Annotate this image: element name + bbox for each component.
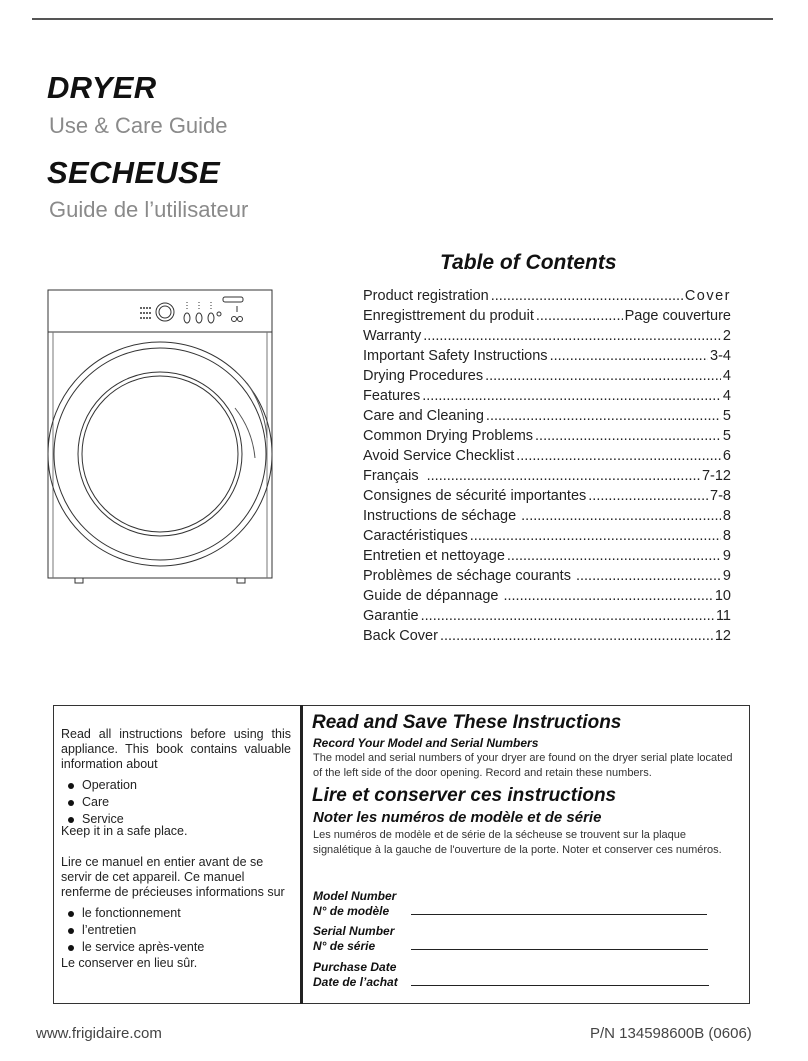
model-number-field[interactable]	[411, 914, 707, 915]
list-item: le service après-vente	[61, 939, 291, 956]
toc-item[interactable]: Instructions de séchage ..... 8	[363, 508, 731, 528]
list-item: le fonctionnement	[61, 905, 291, 922]
toc-item[interactable]: Guide de dépannage ..... 10	[363, 588, 731, 608]
subheading-noter-numeros: Noter les numéros de modèle et de série	[313, 809, 602, 826]
keep-notice-french: Le conserver en lieu sûr.	[61, 956, 198, 970]
subheading-record-numbers: Record Your Model and Serial Numbers	[313, 736, 539, 750]
website-link[interactable]: www.frigidaire.com	[36, 1025, 162, 1042]
toc-item[interactable]: Common Drying Problems ..... 5	[363, 428, 731, 448]
toc-item[interactable]: Back Cover ..... 12	[363, 628, 731, 648]
list-item: Service	[61, 811, 291, 828]
title-english: DRYER	[47, 70, 157, 105]
toc-item[interactable]: Problèmes de séchage courants ..... 9	[363, 568, 731, 588]
toc-item[interactable]: Care and Cleaning ..... 5	[363, 408, 731, 428]
paragraph-serial-plate-en: The model and serial numbers of your dryer are found on the dryer serial plate located of the left side of the door opening. Record and retain these numbers.	[313, 752, 733, 779]
list-item: Care	[61, 794, 291, 811]
notice-english: Read all instructions before using this appliance. This book contains valuable information about	[61, 727, 291, 771]
toc-item[interactable]: Entretien et nettoyage ..... 9	[363, 548, 731, 568]
toc-item[interactable]: Enregisttrement du produit ..... Page couverture	[363, 308, 731, 328]
toc-item[interactable]: Consignes de sécurité importantes ..... 7-8	[363, 488, 731, 508]
toc-item[interactable]: Warranty ..... 2	[363, 328, 731, 348]
dryer-illustration	[47, 288, 275, 586]
toc-item[interactable]: Features ..... 4	[363, 388, 731, 408]
top-rule	[32, 18, 773, 20]
toc-item[interactable]: Drying Procedures ..... 4	[363, 368, 731, 388]
reading-notice	[61, 727, 291, 971]
toc-item[interactable]: Product registration ..... Cover	[363, 288, 731, 308]
table-of-contents	[363, 288, 731, 648]
toc-item[interactable]: Avoid Service Checklist ..... 6	[363, 448, 731, 468]
bullet-list-english	[61, 777, 291, 828]
subtitle-english: Use & Care Guide	[49, 113, 228, 138]
toc-item[interactable]: Caractéristiques ..... 8	[363, 528, 731, 548]
toc-item[interactable]: Important Safety Instructions ..... 3-4	[363, 348, 731, 368]
notice-french: Lire ce manuel en entier avant de se servir de cet appareil. Ce manuel renferme de précieuses informations sur	[61, 855, 285, 899]
bullet-list-french	[61, 905, 291, 956]
list-item: l’entretien	[61, 922, 291, 939]
toc-item[interactable]: Garantie ..... 11	[363, 608, 731, 628]
paragraph-serial-plate-fr: Les numéros de modèle et de série de la sécheuse se trouvent sur la plaque signalétique à la gauche de l'ouverture de la porte. Noter et conserver ces numéros.	[313, 829, 722, 856]
title-french: SECHEUSE	[47, 155, 220, 190]
keep-notice-english: Keep it in a safe place.	[61, 824, 188, 838]
purchase-date-field[interactable]	[411, 985, 709, 986]
purchase-date-label: Purchase Date Date de l’achat	[313, 960, 398, 989]
subtitle-french: Guide de l’utilisateur	[49, 197, 249, 222]
part-number: P/N 134598600B (0606)	[590, 1025, 752, 1042]
heading-lire-conserver: Lire et conserver ces instructions	[312, 785, 617, 806]
serial-number-field[interactable]	[411, 949, 708, 950]
toc-title: Table of Contents	[440, 251, 617, 274]
toc-item[interactable]: Français ..... 7-12	[363, 468, 731, 488]
serial-number-label: Serial Number N° de série	[313, 924, 395, 953]
info-box-divider	[300, 705, 303, 1004]
heading-read-save: Read and Save These Instructions	[312, 712, 622, 733]
list-item: Operation	[61, 777, 291, 794]
model-number-label: Model Number N° de modèle	[313, 889, 397, 918]
